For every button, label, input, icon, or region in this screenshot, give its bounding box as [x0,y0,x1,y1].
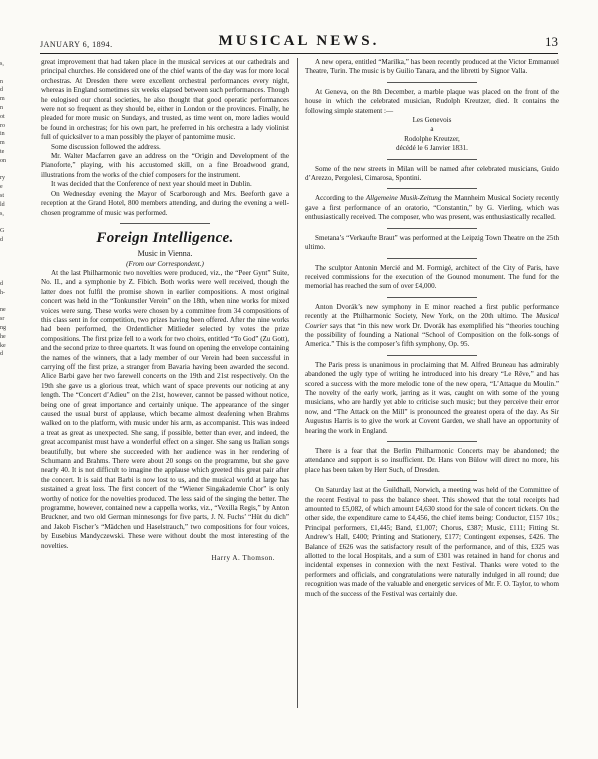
margin-fragment [0,368,14,377]
margin-fragment: ry [0,175,5,182]
margin-fragment [0,262,14,271]
paragraph: On Wednesday evening the Mayor of Scarborough and Mrs. Beeforth gave a reception at the Grand Hotel, 800 members attending, and during the evening a well-chosen programme of music was performed. [41,189,289,217]
plaque-line: décédé le 6 Janvier 1831. [396,144,468,153]
margin-fragment: m [0,96,5,103]
item-rule [387,228,477,229]
margin-fragment: in [0,131,5,138]
paragraph: great improvement that had taken place in the musical services at our cathedrals and principal churches. He considered one of the chief wants of the day was for more local orchestras. At Dresden there were excellent orchestral performances every night, whereas in England sometimes six weeks elapsed between such performances. Though he eulogised our choral societies, he also thought that good operatic performances were not so frequent as they should be, either in London or the provinces. Finally, he pleaded for more music on Sundays, and trusted, as time went on, more ladies would be found in orchestras; for his own part, he preferred in his orchestra a lady violinist full of quicksilver to a man possibly the player of pantomime music. [41,58,289,142]
margin-fragment: d [0,280,3,287]
text-run: According to the [315,194,366,203]
margin-fragment [0,254,14,263]
margin-fragment: ld [0,201,5,208]
paragraph: It was decided that the Conference of next year should meet in Dublin. [51,180,252,189]
margin-fragment: n [0,78,3,85]
paragraph: Mr. Walter Macfarren gave an address on the “Origin and Development of the Pianoforte,” playing, with his accustomed skill, on a fine Broadwood grand, illustrations from the works of the chief composers for the instrument. [41,152,289,179]
margin-fragment [0,385,14,394]
section-heading: Foreign Intelligence. [96,229,234,246]
left-column [41,58,289,564]
item-rule [387,441,477,442]
article-signature: Harry A. Thomson. [211,554,275,563]
margin-fragment [0,69,14,78]
facing-page-margin-fragments [0,60,14,394]
news-item: On Saturday last at the Guildhall, Norwich, a meeting was held of the Committee of the recent Festival to pass the balance sheet. This showed that the total receipts had amounted to £5,082, of which amount £4,630 stood for the sale of concert tickets. On the other side, the expenditure came to £4,456, the chief items being: Conductor, £157 10s.; Principal performers, £1,445; Band, £1,007; Chorus, £387; Music, £111; Fitting St. Andrew’s Hall, £400; Printing and Stationery, £177; Contingent expenses, £426. The Balance of £626 was the satisfactory result of the performance, and of this, £325 was allotted to the local Hospitals, and a sum of £301 was retained in hand for chorus and incidental expenses in connexion with the next Festival. Thanks were voted to the performers and officials, and congratulations were naturally indulged in all round; due recognition was made of the valuable and energetic services of Mr. F. O. Taylor, to whom much of the success of the Festival was certainly due. [305,486,559,598]
news-item: A new opera, entitled “Marilka,” has been recently produced at the Victor Emmanuel Theatre, Turin. The music is by Guilio Tanara, and the libretti by Signor Valla. [305,58,559,76]
text-run: says that “in this new work Dr. Dvorák has exemplified his “theories touching the possibility of founding a National “School of Composition on the folk-songs of America.” This is the composer’s fifth symphony, Op. 95. [305,321,559,349]
margin-fragment: st [0,192,5,199]
margin-fragment [0,359,14,368]
text-run: Anton Dvorák’s new symphony in E minor reached a first public performance recently at the Philharmonic Society, New York, on the 20th ultimo. The [305,302,559,321]
margin-fragment [0,218,14,227]
page-header [40,32,558,50]
item-rule [387,297,477,298]
news-item [305,303,559,350]
item-rule [387,159,477,160]
article-byline: (From our Correspondent.) [126,259,204,268]
publication-title: Allgemeine Musik-Zeitung [365,194,442,203]
margin-fragment [0,271,14,280]
page-number: 13 [545,34,558,49]
article-body: At the last Philharmonic two novelties were produced, viz., the “Peer Gynt” Suite, No. II., and a symphonie by Z. Fibich. Both works were well received, though the latter does not fulfil the promise shown in earlier compositions. A most original concert was held in the “Tonkunstler Verein” on the 18th, when nine works for mixed voices were sung. These works were chosen by a committee from 34 compositions of this class sent in for competition, two prizes having been offered. After the nine works had been performed, the Ordentlicher Mitlieder selected by votes the prize compositions. The first prize fell to a work for two choirs, entitled “To God” (Zu Gott), and the second prize to three quartets. It was found on opening the envelope containing the names of the winners, that a lady member of our Verein had been successful in carrying off the first prize, a stranger from Bavaria having been awarded the second. Alice Barbi gave her two farewell concerts on the 19th and 21st respectively. On the 19th she gave us a glorious treat, which want of space prevents our noticing at any length. The “Concert d’Adieu” on the 21st, however, cannot be passed without notice, being one of great importance and certainly unique. The appearance of the singer caused the usual burst of applause, which became almost deafening when Brahms walked on to the platform, with music under his arm, as accompanist. This was indeed a treat as great as unexpected. She sang, if possible, better than ever, and indeed, the great accompanist must have a wonderful effect on a singer. She sang us Italian songs beautifully, but where she succeeded with her audience was in her rendering of Schumann and Brahms. There were about 20 songs on the programme, but she gave nearly 40. It is not difficult to imagine the applause which greeted this great pair after the concert. It is said that Barbi is now lost to us, and the musical world at large has sustained a great loss. The first concert of the “Wiener Singakademie Chor” is only worthy of notice for the novelties produced. The less said of the singing the better. The programme, however, contained new a cappella works, viz., “Vexilla Regis,” by Anton Bruckner, and two old German minnesongs for five parts, J. N. Fuchs’ “Hüt du dich” and Jakob Fischer’s “Mädchen und Haselstrauch,” two compositions for four voices, by Eusebius Mandyczewski. These were without doubt the most interesting of the novelties. [41,268,289,550]
margin-fragment: on [0,157,6,164]
right-column [305,58,559,599]
news-item [305,194,559,222]
article-title: Music in Vienna. [137,248,193,258]
margin-fragment: ng [0,324,6,331]
item-rule [387,355,477,356]
margin-fragment: te [0,148,5,155]
news-item: Smetana’s “Verkaufte Braut” was performed at the Leipzig Town Theatre on the 25th ultimo. [305,233,559,252]
news-item: The sculptor Antonin Mercié and M. Formigé, architect of the City of Paris, have received commissions for the execution of the Gounod monument. The fund for the memorial has reached the sum of over £4,000. [305,263,559,291]
issue-date: JANUARY 6, 1894. [40,40,113,49]
margin-fragment: G [0,228,5,235]
item-rule [387,480,477,481]
plaque-line: a [430,125,434,134]
margin-fragment: ke [0,342,6,349]
margin-fragment: ro [0,122,5,129]
margin-fragment: m [0,140,5,147]
plaque-line: Les Genevois [412,116,452,125]
margin-fragment: d [0,236,3,243]
margin-fragment: s, [0,210,4,217]
margin-fragment [0,377,14,386]
margin-fragment: ne [0,307,6,314]
item-rule [387,258,477,259]
margin-fragment: d [0,87,3,94]
news-item: The Paris press is unanimous in proclaiming that M. Alfred Bruneau has admirably abandoned the ugly type of writing he introduced into his dreary “Le Rêve,” and has scored a success with the more melodic tone of the new opera, “L’Attaque du Moulin.” The novelty of the early work, jarring as it was, caught on with some of the young musicians, who are hardly yet able to criticise such music; but they perceive their error now, and “The Attack on the Mill” is pronounced the greatest opera of the day. As Sir Augustus Harris is to give the work at Covent Garden, we shall have an opportunity of hearing the work in England. [305,360,559,435]
margin-fragment: d [0,351,3,358]
margin-fragment [0,166,14,175]
publication-title: Musical Courier [305,312,559,330]
margin-fragment: h- [0,289,5,296]
margin-fragment: ot [0,113,5,120]
plaque-line: Rodolphe Kreutzer, [404,134,460,143]
news-item: There is a fear that the Berlin Philharmonic Concerts may be abandoned; the attendance and support is so insufficient. Dr. Hans von Bülow will direct no more, his place has been taken by Herr Such, of Dresden. [305,447,559,474]
item-rule [387,188,477,189]
text-run: the Mannheim Musical Society recently gave a first performance of an oratorio, “Constantin,” by G. Vierling, which was enthusiastically received. The composer, who was present, was enthusiastically recalled. [305,194,559,222]
margin-fragment [0,245,14,254]
paragraph: Some discussion followed the address. [51,142,161,151]
margin-fragment: sr [0,316,5,323]
margin-fragment: n [0,104,3,111]
margin-fragment [0,298,14,307]
masthead-title: MUSICAL NEWS. [218,33,380,49]
margin-fragment: he [0,333,6,340]
margin-fragment: e [0,184,3,191]
news-item: At Geneva, on the 8th December, a marble plaque was placed on the front of the house in which the celebrated musician, Rudolph Kreutzer, died. It contains the following simple statement :— [305,87,559,115]
column-divider [297,58,298,708]
news-item: Some of the new streets in Milan will be named after celebrated musicians, Guido d’Arezzo, Pergolesi, Cimarosa, Spontini. [305,164,559,183]
header-rule [40,53,558,54]
section-rule [120,223,210,224]
margin-fragment: s, [0,61,4,67]
item-rule [387,82,477,83]
